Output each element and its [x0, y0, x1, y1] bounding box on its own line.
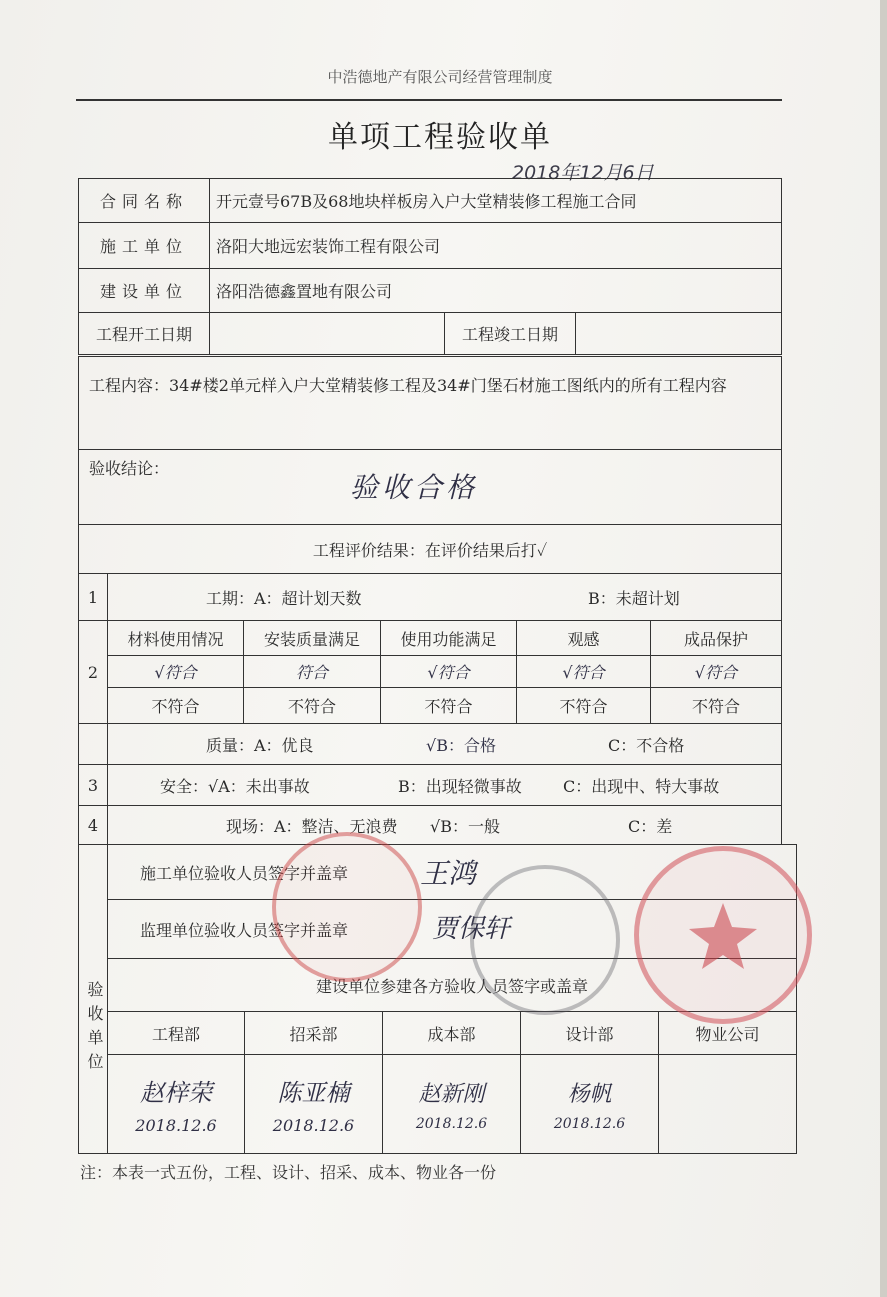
site-a: 现场：A：整洁、无浪费: [226, 816, 398, 836]
dept-signature: 杨帆: [567, 1081, 612, 1107]
builder-value: 洛阳大地远宏装饰工程有限公司: [210, 223, 782, 269]
criteria-cell: 观感: [516, 620, 651, 656]
safety-row: [107, 764, 782, 806]
supervisor-signature: 贾保轩: [432, 914, 511, 944]
conclusion-value: 验收合格: [350, 471, 479, 504]
criteria-cell: 使用功能满足: [380, 620, 517, 656]
dept-cell: 物业公司: [658, 1011, 797, 1055]
footnote: 注：本表一式五份，工程、设计、招采、成本、物业各一份: [80, 1163, 497, 1182]
dept-cell: 招采部: [244, 1011, 383, 1055]
info-table: [78, 178, 782, 355]
end-date-label: 工程竣工日期: [445, 313, 576, 355]
builder-sign-label: 施工单位验收人员签字并盖章: [140, 863, 349, 883]
contract-label: 合同名称: [79, 179, 210, 223]
criteria-cell: 材料使用情况: [107, 620, 244, 656]
work-content: 工程内容：34#楼2单元样入户大堂精装修工程及34#门堡石材施工图纸内的所有工程内容: [78, 356, 782, 450]
dept-sign-date: 2018.12.6: [135, 1116, 217, 1135]
supervisor-seal-stamp: [470, 865, 620, 1015]
builder-label: 施工单位: [79, 223, 210, 269]
sign-side-label: 验收单位: [78, 844, 108, 1154]
dept-signature: 赵梓荣: [140, 1079, 212, 1107]
owner-seal-stamp: [634, 846, 812, 1024]
schedule-a: 工期：A：超计划天数: [206, 588, 362, 608]
header-divider: [76, 99, 782, 101]
owner-sign-row: 建设单位参建各方验收人员签字或盖章: [107, 958, 797, 1012]
document-header: 中浩德地产有限公司经营管理制度: [327, 68, 553, 86]
dept-sign-date: 2018.12.6: [415, 1115, 488, 1132]
start-date-value: [210, 313, 445, 355]
sign-cell: [520, 1054, 659, 1154]
sign-cell: [382, 1054, 521, 1154]
notfit-cell: 不符合: [243, 687, 381, 724]
end-date-value: [576, 313, 782, 355]
notfit-cell: 不符合: [516, 687, 651, 724]
quality-b: √B：合格: [426, 735, 496, 755]
owner-value: 洛阳浩德鑫置地有限公司: [210, 269, 782, 313]
dept-cell: 工程部: [107, 1011, 245, 1055]
quality-c: C：不合格: [608, 735, 685, 755]
row-number: 2: [78, 620, 108, 724]
dept-cell: 设计部: [520, 1011, 659, 1055]
notfit-cell: 不符合: [650, 687, 782, 724]
sign-cell: [658, 1054, 797, 1154]
handwritten-date: 2018年12月6日: [512, 162, 654, 184]
fit-cell: √符合: [107, 655, 244, 688]
site-c: C：差: [628, 816, 673, 836]
builder-signature: 王鸿: [420, 857, 477, 890]
dept-signature: 陈亚楠: [277, 1079, 350, 1107]
evaluation-title: 工程评价结果：在评价结果后打✓: [78, 524, 782, 574]
supervisor-sign-label: 监理单位验收人员签字并盖章: [140, 920, 349, 940]
notfit-cell: 不符合: [380, 687, 517, 724]
dept-signature: 赵新刚: [418, 1081, 485, 1107]
site-b: √B：一般: [430, 816, 500, 836]
sign-cell: [107, 1054, 245, 1154]
criteria-cell: 安装质量满足: [243, 620, 381, 656]
dept-sign-date: 2018.12.6: [553, 1115, 626, 1132]
company-seal-stamp: [272, 832, 422, 982]
row-number: 1: [78, 573, 108, 621]
safety-a: 安全：√A：未出事故: [160, 776, 310, 796]
fit-cell: √符合: [516, 655, 651, 688]
dept-sign-date: 2018.12.6: [272, 1116, 355, 1135]
document-title: 单项工程验收单: [328, 120, 552, 155]
star-icon: [639, 851, 807, 1019]
fit-cell: √符合: [380, 655, 517, 688]
row-number: 4: [78, 805, 108, 845]
row-number: 3: [78, 764, 108, 806]
dept-cell: 成本部: [382, 1011, 521, 1055]
safety-c: C：出现中、特大事故: [563, 776, 720, 796]
conclusion-label: 验收结论：: [89, 459, 170, 478]
quality-row: [107, 723, 782, 765]
contract-value: 开元壹号67B及68地块样板房入户大堂精装修工程施工合同: [210, 179, 782, 223]
site-row: [107, 805, 782, 845]
criteria-cell: 成品保护: [650, 620, 782, 656]
quality-a: 质量：A：优良: [206, 735, 314, 755]
owner-label: 建设单位: [79, 269, 210, 313]
fit-cell: 符合: [243, 655, 381, 688]
row-number: [78, 723, 108, 765]
sign-cell: [244, 1054, 383, 1154]
fit-cell: √符合: [650, 655, 782, 688]
notfit-cell: 不符合: [107, 687, 244, 724]
schedule-b: B：未超计划: [588, 588, 680, 608]
start-date-label: 工程开工日期: [79, 313, 210, 355]
safety-b: B：出现轻微事故: [398, 776, 522, 796]
schedule-row: [107, 573, 782, 621]
